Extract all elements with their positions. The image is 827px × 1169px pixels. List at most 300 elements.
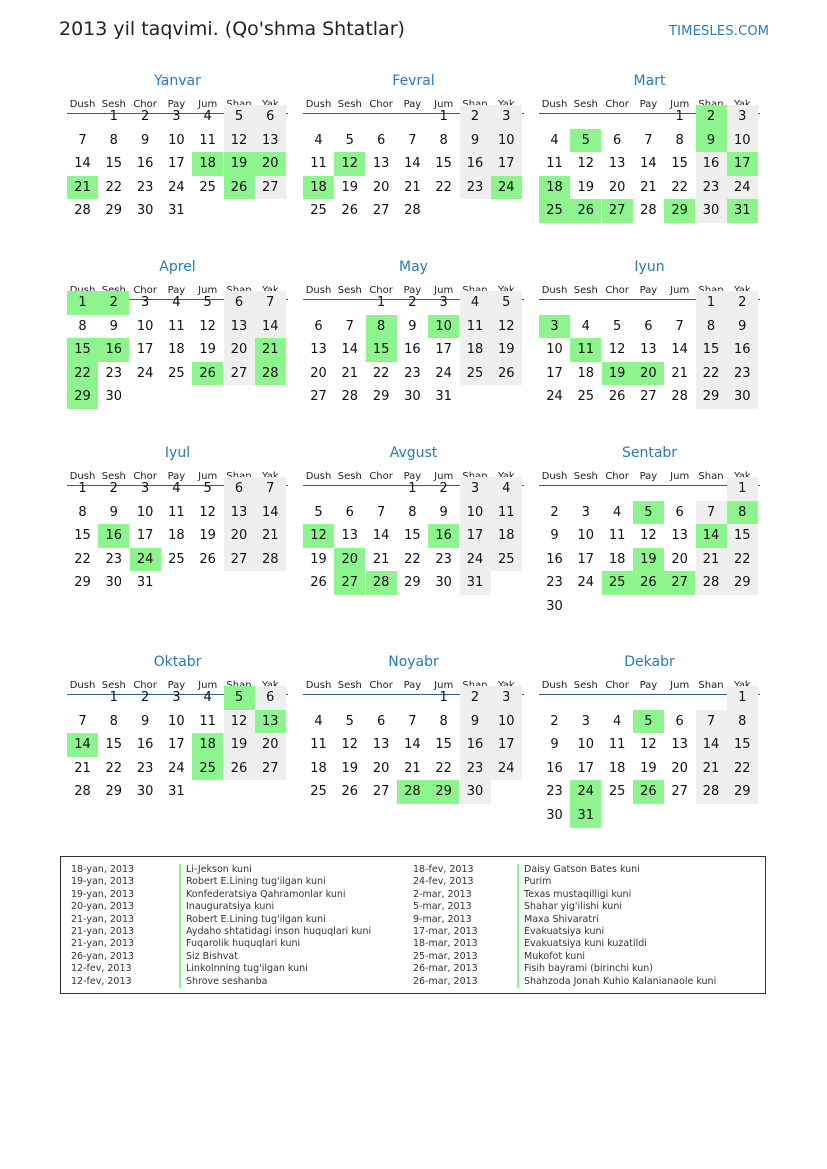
brand-link[interactable]: TIMESLES.COM [669, 24, 770, 39]
holiday-name: Fuqarolik huquqlari kuni [179, 938, 300, 951]
day-cell: 12 [341, 737, 359, 753]
month-avgust [303, 445, 524, 635]
weekday-label: Jum [434, 99, 454, 110]
day-cell-holiday: 31 [727, 199, 758, 223]
weekday-label: Dush [541, 680, 568, 691]
day-cell: 14 [640, 156, 657, 172]
month-yanvar [67, 73, 288, 263]
day-cell: 20 [372, 760, 390, 776]
day-cell: 27 [255, 757, 286, 781]
holiday-date: 21-yan, 2013 [71, 913, 135, 925]
day-cell: 2 [550, 713, 559, 729]
day-cell: 9 [140, 713, 150, 729]
weekday-label: Dush [305, 680, 332, 691]
day-cell: 8 [727, 710, 758, 734]
holiday-name: Mukofot kuni [517, 951, 585, 964]
day-cell: 13 [310, 342, 327, 358]
holiday-date: 19-yan, 2013 [71, 876, 135, 888]
day-cell: 17 [168, 737, 185, 753]
weekday-label: Sesh [573, 99, 598, 110]
day-cell: 5 [224, 105, 255, 129]
weekday-label: Chor [133, 99, 157, 110]
day-cell-holiday: 24 [570, 780, 601, 804]
day-cell: 24 [460, 548, 491, 572]
day-cell: 22 [435, 760, 452, 776]
day-cell: 12 [640, 528, 657, 544]
day-cell-holiday: 16 [98, 338, 129, 362]
month-name: Sentabr [621, 445, 678, 461]
day-cell: 15 [105, 156, 123, 172]
day-cell: 28 [74, 203, 91, 219]
holiday-name: Aydaho shtatidagi inson huquqlari kuni [179, 926, 371, 939]
day-cell-holiday: 25 [192, 757, 223, 781]
day-cell: 7 [644, 132, 653, 148]
day-cell: 24 [727, 176, 758, 200]
day-cell: 20 [671, 760, 688, 776]
day-cell-holiday: 1 [67, 291, 98, 315]
day-cell: 23 [727, 362, 758, 386]
day-cell: 14 [255, 501, 286, 525]
day-cell: 12 [199, 318, 216, 334]
day-cell: 20 [224, 524, 255, 548]
day-cell: 22 [727, 757, 758, 781]
day-cell: 7 [408, 132, 417, 148]
day-cell: 23 [435, 551, 452, 567]
day-cell: 10 [727, 129, 758, 153]
day-cell-holiday: 5 [224, 686, 255, 710]
day-cell: 7 [78, 132, 87, 148]
weekday-label: Sesh [337, 680, 362, 691]
day-cell: 3 [140, 295, 150, 310]
weekday-label: Pay [639, 99, 658, 110]
holiday-list [60, 856, 766, 994]
day-cell: 30 [435, 575, 452, 591]
day-cell: 9 [109, 318, 118, 334]
day-cell: 20 [224, 338, 255, 362]
day-cell: 23 [136, 179, 154, 195]
day-cell: 3 [727, 105, 758, 129]
day-cell-holiday: 18 [303, 176, 334, 200]
day-cell: 21 [671, 365, 688, 381]
day-cell-holiday: 18 [192, 152, 223, 176]
day-cell: 8 [439, 713, 448, 729]
day-cell: 22 [105, 760, 123, 776]
day-cell-holiday: 14 [67, 733, 98, 757]
day-cell: 23 [460, 176, 491, 200]
day-cell: 14 [255, 315, 286, 339]
day-cell-holiday: 19 [224, 152, 255, 176]
holiday-name: Purim [517, 876, 551, 889]
day-cell-holiday: 19 [602, 362, 633, 386]
month-noyabr [303, 654, 524, 844]
day-cell: 13 [671, 737, 688, 753]
day-cell-holiday: 17 [727, 152, 758, 176]
weekday-label: Jum [670, 285, 690, 296]
day-cell: 30 [460, 780, 491, 804]
day-cell: 8 [109, 132, 118, 148]
day-cell: 1 [376, 295, 386, 310]
day-cell: 6 [255, 686, 286, 710]
month-may [303, 259, 524, 449]
holiday-name: Evakuatsiya kuni [517, 926, 604, 939]
day-cell: 18 [491, 524, 522, 548]
day-cell: 27 [255, 176, 286, 200]
day-cell: 10 [136, 318, 154, 334]
day-cell: 27 [310, 389, 327, 405]
day-cell-holiday: 29 [664, 199, 695, 223]
day-cell: 28 [74, 784, 91, 800]
day-cell: 24 [546, 389, 563, 405]
day-cell: 12 [491, 315, 522, 339]
day-cell: 17 [491, 733, 522, 757]
holiday-name: Linkolnning tug'ilgan kuni [179, 963, 308, 976]
day-cell: 31 [435, 389, 452, 405]
weekday-label: Chor [369, 285, 393, 296]
day-cell: 5 [314, 504, 323, 520]
day-cell: 4 [550, 132, 559, 148]
day-cell: 13 [255, 129, 286, 153]
day-cell: 26 [341, 203, 359, 219]
day-cell: 21 [372, 551, 390, 567]
day-cell: 2 [109, 481, 118, 496]
day-cell: 11 [546, 156, 563, 172]
holiday-date: 24-fev, 2013 [413, 876, 474, 888]
day-cell-holiday: 20 [633, 362, 664, 386]
day-cell: 3 [581, 504, 590, 520]
day-cell: 22 [435, 179, 452, 195]
weekday-label: Jum [670, 99, 690, 110]
day-cell: 3 [460, 477, 491, 501]
day-cell: 5 [345, 713, 354, 729]
day-cell: 26 [341, 784, 359, 800]
day-cell: 27 [224, 548, 255, 572]
day-cell: 27 [640, 389, 657, 405]
month-name: Avgust [389, 445, 438, 461]
month-iyul [67, 445, 288, 635]
day-cell: 30 [546, 599, 563, 614]
day-cell: 1 [439, 109, 448, 124]
day-cell: 19 [341, 760, 359, 776]
holiday-date: 26-yan, 2013 [71, 950, 135, 962]
day-cell: 7 [255, 477, 286, 501]
day-cell: 28 [671, 389, 688, 405]
day-cell-holiday: 26 [633, 571, 664, 595]
day-cell: 3 [491, 686, 522, 710]
day-cell-holiday: 12 [303, 524, 334, 548]
day-cell: 23 [105, 365, 123, 381]
day-cell-holiday: 27 [664, 571, 695, 595]
day-cell: 18 [608, 551, 626, 567]
day-cell: 14 [671, 342, 688, 358]
day-cell: 20 [255, 733, 286, 757]
day-cell: 11 [460, 315, 491, 339]
day-cell: 7 [696, 501, 727, 525]
day-cell: 16 [460, 152, 491, 176]
day-cell: 7 [696, 710, 727, 734]
day-cell-holiday: 26 [633, 780, 664, 804]
day-cell: 29 [372, 389, 390, 405]
day-cell: 8 [696, 315, 727, 339]
day-cell: 11 [310, 156, 327, 172]
holiday-date: 9-mar, 2013 [413, 913, 472, 925]
day-cell: 18 [577, 365, 595, 381]
day-cell: 16 [136, 737, 154, 753]
day-cell: 21 [404, 760, 421, 776]
day-cell: 2 [460, 105, 491, 129]
day-cell: 2 [550, 504, 559, 520]
weekday-label: Jum [434, 680, 454, 691]
weekday-label: Sesh [337, 285, 362, 296]
day-cell: 6 [345, 504, 354, 520]
weekday-label: Sesh [101, 471, 126, 482]
day-cell: 3 [491, 105, 522, 129]
day-cell: 6 [675, 504, 684, 520]
weekday-label: Pay [167, 471, 186, 482]
month-name: Iyun [634, 259, 665, 275]
day-cell: 22 [696, 362, 727, 386]
day-cell: 6 [314, 318, 323, 334]
weekday-label: Dush [541, 99, 568, 110]
day-cell: 7 [78, 713, 87, 729]
weekday-label: Pay [167, 680, 186, 691]
weekday-label: Sesh [573, 285, 598, 296]
day-cell: 5 [345, 132, 354, 148]
day-cell: 16 [404, 342, 421, 358]
holiday-name: Fisih bayrami (birinchi kun) [517, 963, 653, 976]
holiday-date: 21-yan, 2013 [71, 926, 135, 937]
day-cell: 18 [168, 528, 185, 544]
day-cell: 16 [546, 551, 563, 567]
day-cell: 6 [224, 477, 255, 501]
day-cell: 19 [491, 338, 522, 362]
day-cell-holiday: 24 [491, 176, 522, 200]
month-name: May [399, 259, 428, 275]
day-cell: 4 [203, 690, 212, 705]
weekday-label: Jum [198, 99, 218, 110]
day-cell: 19 [224, 733, 255, 757]
weekday-label: Shan [698, 471, 724, 482]
day-cell: 4 [314, 132, 323, 148]
day-cell: 3 [172, 690, 181, 705]
weekday-label: Pay [403, 680, 422, 691]
day-cell: 2 [439, 481, 448, 496]
day-cell: 9 [460, 710, 491, 734]
day-cell: 14 [341, 342, 359, 358]
holiday-name: Shahar yig'ilishi kuni [517, 901, 622, 914]
day-cell: 22 [74, 551, 91, 567]
day-cell: 4 [203, 109, 212, 124]
day-cell: 24 [136, 365, 154, 381]
day-cell-holiday: 28 [255, 362, 286, 386]
day-cell: 21 [640, 179, 657, 195]
day-cell: 14 [372, 528, 390, 544]
day-cell: 19 [199, 342, 216, 358]
day-cell: 27 [372, 784, 390, 800]
day-cell: 11 [310, 737, 327, 753]
day-cell: 26 [199, 551, 216, 567]
day-cell: 2 [408, 295, 417, 310]
day-cell: 10 [491, 129, 522, 153]
weekday-label: Dush [305, 285, 332, 296]
day-cell: 1 [78, 481, 87, 496]
day-cell: 18 [310, 760, 327, 776]
day-cell-holiday: 28 [397, 780, 428, 804]
day-cell: 26 [224, 757, 255, 781]
day-cell-holiday: 24 [130, 548, 161, 572]
holiday-name: Evakuatsiya kuni kuzatildi [517, 938, 647, 951]
day-cell: 9 [439, 504, 448, 520]
weekday-label: Chor [369, 680, 393, 691]
day-cell: 20 [608, 179, 626, 195]
day-cell: 13 [640, 342, 657, 358]
day-cell: 18 [168, 342, 185, 358]
day-cell: 27 [671, 784, 688, 800]
day-cell-holiday: 26 [224, 176, 255, 200]
day-cell: 21 [341, 365, 359, 381]
day-cell-holiday: 8 [366, 315, 397, 339]
month-fevral [303, 73, 524, 263]
day-cell: 25 [310, 203, 327, 219]
day-cell: 25 [310, 784, 327, 800]
day-cell: 30 [727, 385, 758, 409]
weekday-label: Jum [670, 680, 690, 691]
day-cell: 11 [199, 713, 216, 729]
day-cell: 18 [608, 760, 626, 776]
day-cell: 7 [675, 318, 684, 334]
day-cell: 11 [199, 132, 216, 148]
day-cell: 10 [460, 501, 491, 525]
holiday-name: Inauguratsiya kuni [179, 901, 274, 914]
weekday-label: Chor [133, 285, 157, 296]
day-cell: 12 [640, 737, 657, 753]
day-cell: 1 [109, 690, 118, 705]
day-cell: 22 [727, 548, 758, 572]
day-cell: 7 [255, 291, 286, 315]
day-cell: 14 [404, 156, 421, 172]
holiday-name: Robert E.Lining tug'ilgan kuni [179, 876, 326, 889]
holiday-date: 12-fev, 2013 [71, 975, 132, 987]
day-cell-holiday: 20 [334, 548, 365, 572]
day-cell: 8 [408, 504, 417, 520]
day-cell: 11 [608, 528, 626, 544]
weekday-label: Pay [167, 99, 186, 110]
day-cell: 4 [491, 477, 522, 501]
holiday-name: Shahzoda Jonah Kuhio Kalanianaole kuni [517, 976, 716, 989]
day-cell: 2 [727, 291, 758, 315]
day-cell: 19 [341, 179, 359, 195]
month-name: Noyabr [388, 654, 439, 670]
day-cell: 10 [546, 342, 563, 358]
month-mart [539, 73, 760, 263]
day-cell: 23 [460, 757, 491, 781]
day-cell: 15 [696, 338, 727, 362]
month-name: Mart [633, 73, 666, 89]
weekday-label: Jum [434, 471, 454, 482]
day-cell: 12 [224, 129, 255, 153]
weekday-label: Chor [133, 471, 157, 482]
day-cell: 16 [727, 338, 758, 362]
day-cell-holiday: 16 [428, 524, 459, 548]
day-cell: 14 [74, 156, 91, 172]
day-cell: 30 [105, 389, 123, 405]
day-cell: 4 [172, 295, 181, 310]
day-cell: 4 [172, 481, 181, 496]
weekday-label: Sesh [101, 680, 126, 691]
day-cell: 20 [671, 551, 688, 567]
weekday-label: Sesh [101, 99, 126, 110]
day-cell: 23 [546, 575, 563, 591]
day-cell: 17 [136, 342, 154, 358]
day-cell: 4 [314, 713, 323, 729]
day-cell: 6 [255, 105, 286, 129]
day-cell: 1 [727, 686, 758, 710]
day-cell: 17 [168, 156, 185, 172]
day-cell: 1 [109, 109, 118, 124]
day-cell: 9 [550, 528, 559, 544]
day-cell-holiday: 16 [98, 524, 129, 548]
day-cell: 8 [675, 132, 684, 148]
day-cell: 22 [105, 179, 123, 195]
day-cell: 29 [105, 784, 123, 800]
day-cell: 29 [404, 575, 421, 591]
day-cell: 4 [612, 504, 622, 520]
holiday-date: 18-fev, 2013 [413, 864, 474, 875]
day-cell: 30 [546, 808, 563, 823]
day-cell: 12 [608, 342, 626, 358]
month-name: Fevral [392, 73, 435, 89]
day-cell: 10 [168, 132, 185, 148]
day-cell: 28 [255, 548, 286, 572]
day-cell-holiday: 9 [696, 129, 727, 153]
day-cell: 25 [168, 551, 185, 567]
day-cell-holiday: 25 [539, 199, 570, 223]
day-cell: 10 [136, 504, 154, 520]
day-cell: 6 [376, 713, 386, 729]
holiday-date: 20-yan, 2013 [71, 901, 135, 913]
holiday-name: Konfederatsiya Qahramonlar kuni [179, 889, 346, 902]
day-cell: 8 [78, 318, 87, 334]
day-cell: 3 [581, 713, 590, 729]
holiday-date: 17-mar, 2013 [413, 926, 478, 937]
day-cell-holiday: 3 [539, 315, 570, 339]
holiday-date: 26-mar, 2013 [413, 975, 478, 987]
month-name: Yanvar [154, 73, 201, 89]
day-cell: 11 [491, 501, 522, 525]
day-cell: 13 [372, 156, 390, 172]
weekday-label: Dush [305, 99, 332, 110]
day-cell: 12 [199, 504, 216, 520]
holiday-date: 5-mar, 2013 [413, 901, 472, 913]
holiday-date: 26-mar, 2013 [413, 963, 478, 975]
day-cell: 9 [550, 737, 559, 753]
day-cell: 21 [74, 760, 91, 776]
day-cell: 3 [172, 109, 181, 124]
day-cell: 26 [491, 362, 522, 386]
day-cell: 21 [696, 757, 727, 781]
weekday-label: Dush [541, 285, 568, 296]
day-cell: 14 [404, 737, 421, 753]
day-cell: 19 [199, 528, 216, 544]
day-cell: 23 [136, 760, 154, 776]
day-cell: 30 [136, 203, 154, 219]
day-cell: 22 [404, 551, 421, 567]
weekday-label: Jum [198, 680, 218, 691]
day-cell: 8 [109, 713, 118, 729]
day-cell: 30 [105, 575, 123, 591]
weekday-label: Jum [198, 471, 218, 482]
day-cell: 31 [460, 571, 491, 595]
day-cell: 21 [255, 524, 286, 548]
